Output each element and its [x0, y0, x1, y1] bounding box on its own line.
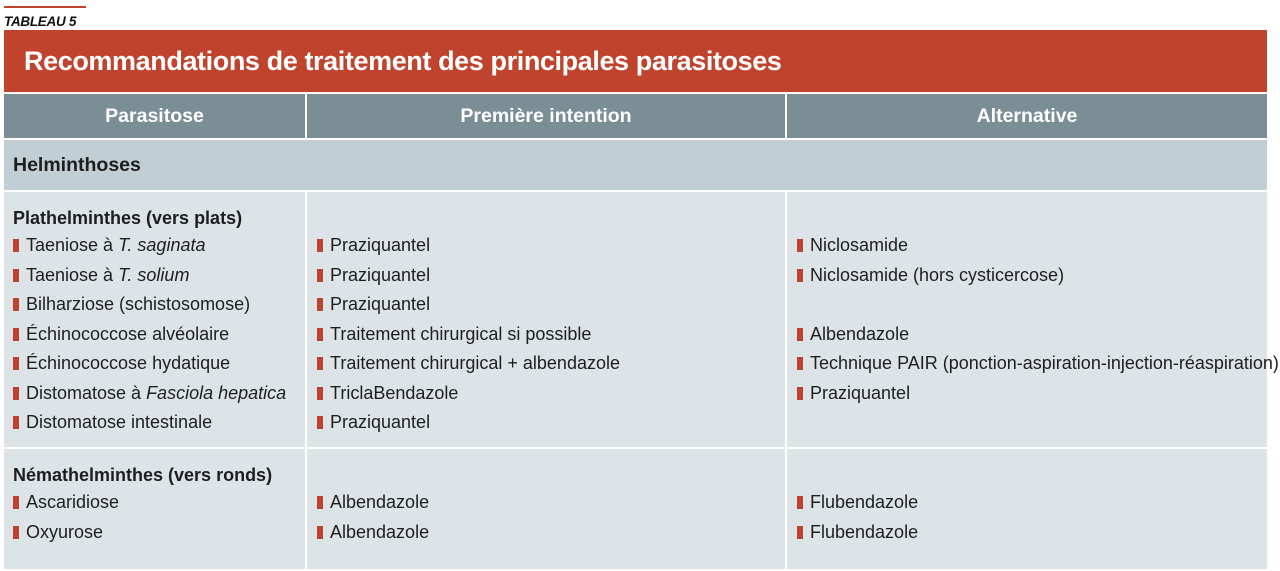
- parasitose-item-text: Distomatose intestinale: [26, 412, 213, 432]
- parasitose-item: [13, 349, 305, 379]
- first-line-treatment-text: Praziquantel: [330, 412, 431, 432]
- bullet-icon: [13, 416, 19, 429]
- bullet-icon: [317, 387, 323, 400]
- bullet-icon: [13, 526, 19, 539]
- alternative-treatment-text: Praziquantel: [810, 382, 911, 403]
- bullet-icon: [797, 239, 803, 252]
- bullet-icon: [317, 416, 323, 429]
- first-line-treatment-text: Praziquantel: [330, 235, 431, 255]
- alternative-treatment: [797, 488, 1267, 518]
- bullet-icon: [797, 387, 803, 400]
- bullet-icon: [13, 357, 19, 370]
- bullet-icon: [13, 328, 19, 341]
- parasitose-item: [13, 261, 305, 291]
- group-alternative-cell: [787, 192, 1279, 447]
- parasitose-item-text: Taeniose à: [26, 264, 119, 285]
- title-banner: [4, 30, 1267, 92]
- group-parasitose-cell: [4, 449, 305, 569]
- first-line-treatment-text: TriclaBendazole: [330, 382, 459, 403]
- parasitose-item-italic-text: T. solium: [118, 264, 190, 285]
- parasitose-item: [13, 488, 305, 518]
- first-line-treatment: [317, 349, 785, 379]
- bullet-icon: [317, 269, 323, 282]
- bullet-icon: [13, 239, 19, 252]
- bullet-icon: [13, 496, 19, 509]
- alternative-treatment: [797, 231, 1267, 261]
- first-line-treatment: [317, 518, 785, 548]
- table-label-rule: [4, 6, 86, 30]
- bullet-icon: [317, 496, 323, 509]
- bullet-icon: [317, 298, 323, 311]
- alternative-treatment-text: Niclosamide: [810, 235, 909, 255]
- bullet-icon: [797, 357, 803, 370]
- parasitose-item: [13, 231, 305, 261]
- parasitose-item: [13, 320, 305, 350]
- bullet-icon: [13, 387, 19, 400]
- parasitose-item-text: Ascaridiose: [26, 492, 120, 512]
- bullet-icon: [797, 269, 803, 282]
- header-alternative: Alternative: [787, 94, 1267, 138]
- alternative-treatment: [797, 290, 1267, 320]
- header-parasitose: Parasitose: [4, 94, 305, 138]
- first-line-treatment: [317, 261, 785, 291]
- bullet-icon: [317, 239, 323, 252]
- bullet-icon: [13, 269, 19, 282]
- section-helminthoses: Helminthoses: [4, 140, 1267, 190]
- first-line-treatment-text: Albendazole: [330, 492, 430, 512]
- parasitose-item-text: Échinococcose hydatique: [26, 353, 231, 373]
- bullet-icon: [317, 526, 323, 539]
- group-first-line-cell: [307, 449, 785, 569]
- first-line-treatment: [317, 488, 785, 518]
- first-line-treatment-text: Albendazole: [330, 521, 430, 542]
- alternative-treatment-text: Flubendazole: [810, 492, 919, 512]
- first-line-treatment: [317, 290, 785, 320]
- parasitose-item-text: Bilharziose (schistosomose): [26, 294, 251, 314]
- first-line-treatment: [317, 320, 785, 350]
- bullet-icon: [317, 328, 323, 341]
- parasitose-item: [13, 379, 305, 409]
- table-number-label: TABLEAU 5: [4, 14, 77, 29]
- group-plathelminthes: [4, 192, 1279, 447]
- group-title: Némathelminthes (vers ronds): [13, 465, 273, 485]
- treatment-table: [4, 94, 1279, 571]
- first-line-treatment-text: Traitement chirurgical + albendazole: [330, 353, 620, 373]
- bullet-icon: [317, 357, 323, 370]
- parasitose-item-italic-text: Fasciola hepatica: [146, 382, 287, 403]
- parasitose-item-text: Échinococcose alvéolaire: [26, 323, 230, 344]
- parasitose-item: [13, 518, 305, 548]
- parasitose-item: [13, 290, 305, 320]
- alternative-treatment-text: Niclosamide (hors cysticercose): [810, 264, 1065, 285]
- alternative-treatment: [797, 408, 1267, 438]
- group-title: Plathelminthes (vers plats): [13, 208, 243, 228]
- group-first-line-cell: [307, 192, 785, 447]
- first-line-treatment-text: Praziquantel: [330, 264, 431, 285]
- alternative-treatment: [797, 349, 1279, 379]
- parasitose-item-text: Taeniose à: [26, 235, 119, 255]
- alternative-treatment: [797, 320, 1267, 350]
- first-line-treatment: [317, 231, 785, 261]
- first-line-treatment-text: Traitement chirurgical si possible: [330, 323, 592, 344]
- header-row: [4, 94, 1267, 138]
- alternative-treatment-text: Technique PAIR (ponction-aspiration-injection-réaspiration): [810, 353, 1279, 373]
- bullet-icon: [797, 526, 803, 539]
- alternative-treatment: [797, 518, 1267, 548]
- first-line-treatment-text: Praziquantel: [330, 294, 431, 314]
- parasitose-item-text: Oxyurose: [26, 521, 104, 542]
- group-parasitose-cell: [4, 192, 305, 447]
- first-line-treatment: [317, 408, 785, 438]
- alternative-treatment-text: Albendazole: [810, 323, 910, 344]
- alternative-treatment: [797, 261, 1267, 291]
- parasitose-item-italic-text: T. saginata: [118, 235, 206, 255]
- parasitose-item: [13, 408, 305, 438]
- table-title: Recommandations de traitement des principales parasitoses: [24, 45, 782, 76]
- alternative-treatment: [797, 379, 1267, 409]
- bullet-icon: [797, 496, 803, 509]
- group-nemathelminthes: [4, 449, 1267, 569]
- bullet-icon: [13, 298, 19, 311]
- parasitose-item-text: Distomatose à: [26, 382, 147, 403]
- alternative-treatment-text: Flubendazole: [810, 521, 919, 542]
- group-alternative-cell: [787, 449, 1267, 569]
- header-first-line: Première intention: [307, 94, 785, 138]
- bullet-icon: [797, 328, 803, 341]
- first-line-treatment: [317, 379, 785, 409]
